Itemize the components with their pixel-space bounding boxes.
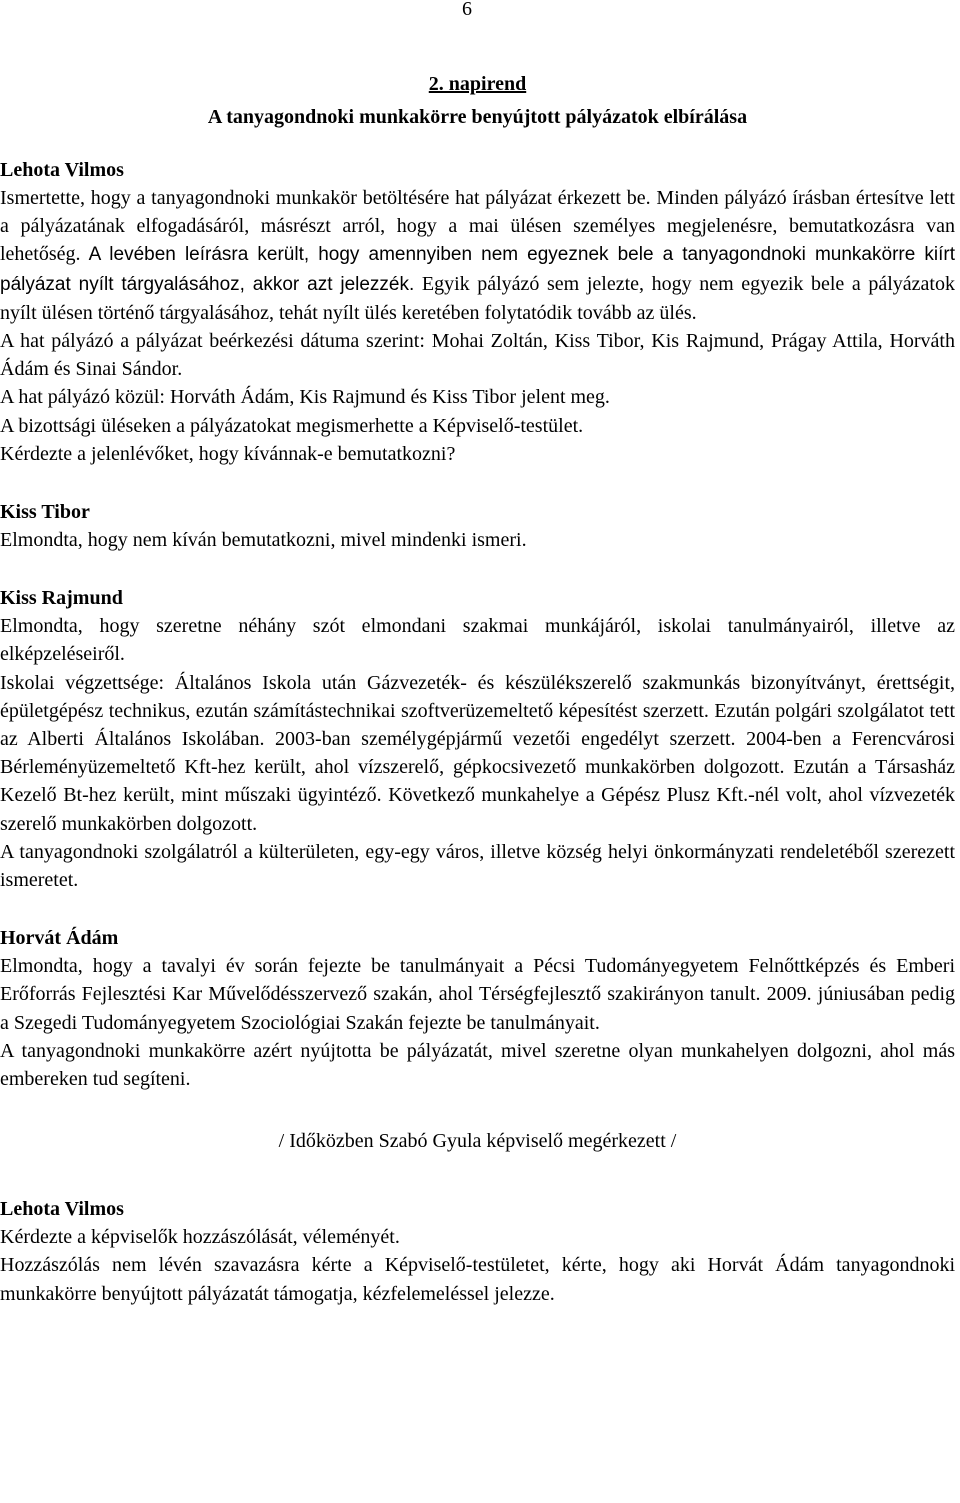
interlude-note: / Időközben Szabó Gyula képviselő megérkezett / [278, 1130, 677, 1153]
spacer [0, 554, 955, 584]
document-body [0, 68, 955, 1308]
agenda-subject: A tanyagondnoki munkakörre benyújtott pályázatok elbírálása [207, 106, 748, 128]
section-lehota-2 [0, 1195, 955, 1308]
paragraph [0, 184, 955, 327]
speaker-name: Kiss Rajmund [0, 587, 123, 610]
paragraph: Elmondta, hogy nem kíván bemutatkozni, mivel mindenki ismeri. [0, 529, 527, 552]
speaker-name: Kiss Tibor [0, 501, 90, 524]
paragraph: Elmondta, hogy szeretne néhány szót elmondani szakmai munkájáról, iskolai tanulmányairól, illetve az elképzeléseiről. [0, 615, 955, 666]
section-lehota-1 [0, 156, 955, 468]
paragraph: Kérdezte a jelenlévőket, hogy kívánnak-e bemutatkozni? [0, 442, 456, 465]
paragraph: A hat pályázó a pályázat beérkezési dátuma szerint: Mohai Zoltán, Kiss Tibor, Kis Rajmund, Prágay Attila, Horváth Ádám és Sinai Sándor. [0, 330, 955, 381]
paragraph: A hat pályázó közül: Horváth Ádám, Kis Rajmund és Kiss Tibor jelent meg. [0, 386, 610, 409]
spacer [0, 894, 955, 924]
spacer [0, 468, 955, 498]
paragraph: Kérdezte a képviselők hozzászólását, véleményét. [0, 1226, 400, 1249]
paragraph: Hozzászólás nem lévén szavazásra kérte a Képviselő-testületet, kérte, hogy aki Horvát Ádám tanyagondnoki munkakörre benyújtott pályázatát támogatja, kézfelemeléssel jelezze. [0, 1254, 955, 1305]
agenda-number: 2. napirend [428, 73, 527, 95]
paragraph: Iskolai végzettsége: Általános Iskola után Gázvezeték- és készülékszerelő szakmunkás bizonyítványt, érettségit, épületgépész technikus, ezután számítástechnikai szoftverüzemeltető képesítést szerzett. Ezután polgári szolgálatot tett az Alberti Általános Iskolában. 2003-ban személygépjármű vezetői engedélyt szerzett. 2004-ben a Ferencvárosi Bérleményüzemeltető Kft-hez került, ahol vízszerelő, gépkocsivezető munkakörben dolgozott. Ezután a Társasház Kezelő Bt-hez került, mint műszaki ügyintéző. Következő munkahelye a Gépész Plusz Kft.-nél volt, ahol vízvezeték szerelő munkakörben dolgozott. [0, 671, 955, 835]
text-run: Ismertette, hogy a tanyagondnoki munkakör betöltésére hat pályázat érkezett be. Minden pályázó írásban értesítve lett a pályázatának elfogadásáról, másrészt arról, hogy a mai ülésen személyes megjelenésre, bemutatkozásra van lehetőség. [0, 187, 955, 266]
section-horvat-adam [0, 924, 955, 1093]
paragraph: Elmondta, hogy a tavalyi év során fejezte be tanulmányait a Pécsi Tudományegyetem Felnőttképzés és Emberi Erőforrás Fejlesztési Kar Művelődésszervező szakán, ahol Térségfejlesztő szakirányon tanult. 2009. júniusában pedig a Szegedi Tudományegyetem Szociológiai Szakán fejezte be tanulmányait. [0, 955, 955, 1034]
section-kiss-rajmund [0, 584, 955, 894]
speaker-name: Lehota Vilmos [0, 1198, 124, 1221]
paragraph: A tanyagondnoki munkakörre azért nyújtotta be pályázatát, mivel szeretne olyan munkahelyen dolgozni, ahol más embereken tud segíteni. [0, 1039, 955, 1091]
text-run: Egyik pályázó sem jelezte, hogy nem egyezik bele a pályázatok nyílt ülésen történő tárgyalásához, tehát nyílt ülés keretében folytatódik tovább az ülés. [0, 272, 955, 324]
section-kiss-tibor [0, 498, 955, 554]
speaker-name: Lehota Vilmos [0, 159, 124, 181]
agenda-heading [0, 68, 955, 134]
page-number: 6 [462, 0, 472, 20]
speaker-name: Horvát Ádám [0, 927, 119, 950]
paragraph: A bizottsági üléseken a pályázatokat megismerhette a Képviselő-testület. [0, 414, 584, 437]
text-run: A levében leírásra került, hogy amennyiben nem egyeznek bele a tanyagondnoki munkakörre kiírt pályázat nyílt tárgyalásához, akkor azt jelezzék. [0, 244, 955, 295]
paragraph: A tanyagondnoki szolgálatról a külterületen, egy-egy város, illetve község helyi önkormányzati rendeletéből szerezett ismeretet. [0, 840, 955, 892]
